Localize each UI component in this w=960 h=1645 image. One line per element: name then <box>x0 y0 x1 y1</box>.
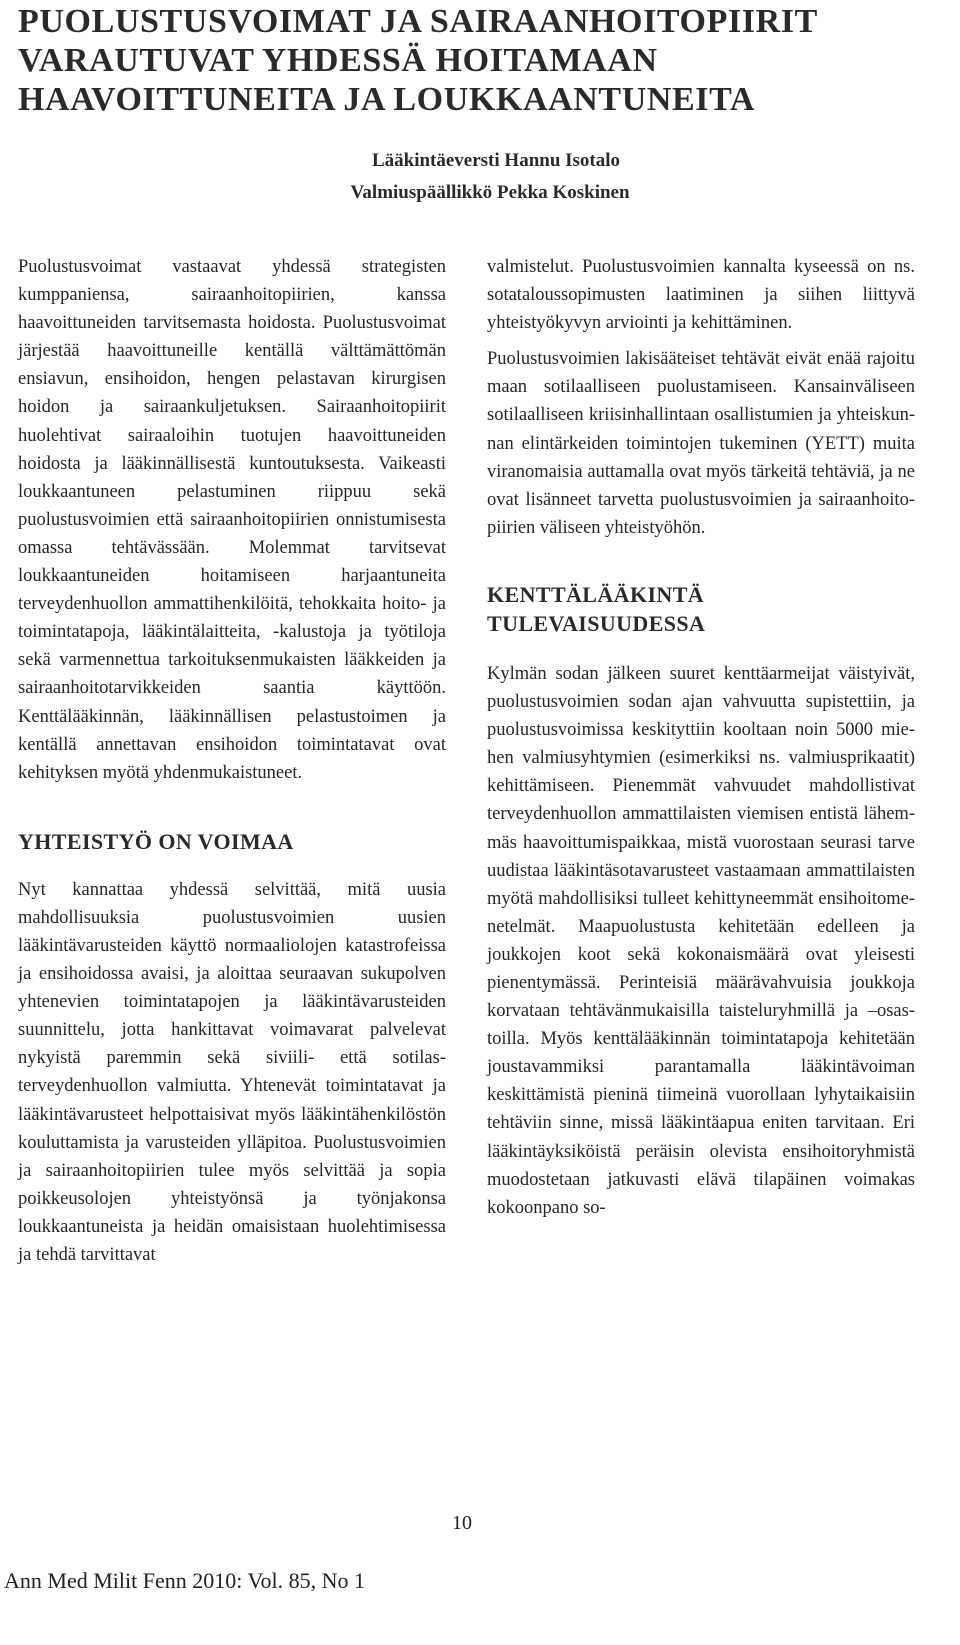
right-paragraph-1: valmistelut. Puolustusvoimien kannalta kyseessä on ns. sotataloussopimusten laatiminen ja siihen liittyvä yhteistyökyvyn arviointi ja kehittäminen. <box>487 257 915 334</box>
intro-paragraph: Puolustusvoimat vastaavat yhdessä strategisten kumppaniensa, sairaanhoitopiirien, kanssa haavoittuneiden tarvitsemasta hoidosta. Puolustusvoimat järjestää haavoittuneille kentällä välttämättömän ensiavun, ensihoidon, hengen pelastavan kirurgisen hoidon ja sairaankuljetuksen. Sairaanhoitopiirit huolehtivat sairaaloihin tuotujen haavoittuneiden hoidosta ja lääkinnällisestä kuntoutuksesta. Vaikeasti loukkaantuneen pelastuminen riippuu sekä puolustusvoimien että sairaanhoitopiirien onnistumisesta omassa tehtävässään. Molemmat tarvitsevat loukkaantuneiden hoitamiseen harjaantuneita terveydenhuollon ammattihenkilöitä, tehokkaita hoito- ja toimintatapoja, lääkintälaitteita, -kalustoja ja työtiloja sekä varmennettua tarkoituksenmukaisten lääkkeiden ja sairaanhoitotarvikkeiden saantia käyttöön. Kenttälääkinnän, lääkinnällisen pelastustoimen ja kentällä annettavan ensihoidon toimintatavat ovat kehityksen myötä yhdenmukaistuneet. <box>18 257 446 783</box>
cooperation-paragraph: Nyt kannattaa yhdessä selvittää, mitä uusia mahdollisuuksia puolustusvoimien uusien lääkintävarusteiden käyttö normaaliolojen katastrofeissa ja ensihoidossa avaisi, ja aloittaa seuraavan sukupolven yhtenevien toimintatapojen ja lääkintävarusteiden suunnittelu, jotta hankittavat voimavarat palvelevat nykyistä paremmin sekä siviili- että sotilasterveydenhuollon valmiutta. Yhtenevät toimintatavat ja lääkintävarusteet helpottaisivat myös lääkintähenkilöstön kouluttamista ja varusteiden ylläpitoa. Puolustusvoimien ja sairaanhoitopiirien tulee myös selvittää ja sopia poikkeusolojen yhteistyönsä ja työnjakonsa loukkaantuneista ja heidän omaisistaan huolehtimisessa ja tehdä tarvittavat <box>18 879 446 1265</box>
article-title <box>18 2 948 119</box>
author-2: Valmiuspäällikkö Pekka Koskinen <box>350 182 630 203</box>
title-line-2: VARAUTUVAT YHDESSÄ HOITAMAAN <box>18 42 658 79</box>
heading-line-2: TULEVAISUUDESSA <box>487 610 706 636</box>
section-heading-cooperation: YHTEISTYÖ ON VOIMAA <box>18 828 294 854</box>
right-paragraph-2: Puolustusvoimien lakisääteiset tehtävät eivät enää rajoitu maan sotilaalliseen puolustamiseen. Kansainväliseen sotilaalliseen kriisinhallintaan osallistumien ja yhteiskunnan elintärkeiden toimintojen tukeminen (YETT) muita viranomaisia auttamalla ovat myös tärkeitä tehtäviä, ja ne ovat lisänneet tarvetta puolustusvoimien ja sairaanhoitopiirien väliseen yhteistyöhön. <box>487 349 915 538</box>
section-heading-future <box>487 580 915 638</box>
journal-footer: Ann Med Milit Fenn 2010: Vol. 85, No 1 <box>4 1568 365 1593</box>
page-number: 10 <box>452 1512 472 1534</box>
right-column <box>487 253 915 1222</box>
right-paragraph-3: Kylmän sodan jälkeen suuret kenttäarmeijat väistyivät, puolustusvoimien sodan ajan vahvuutta supistettiin, ja puolustusvoimissa keskityttiin kooltaan noin 5000 miehen valmiusyhtymien (esimerkiksi ns. valmiusprikaatit) kehittämiseen. Pienemmät vahvuudet mahdollistivat terveydenhuollon ammattilaisten viemisen entistä lähemmäs haavoittumispaikkaa, mistä vuorostaan seurasi tarve uudistaa lääkintäsotavarusteet vastaamaan ammattilaisten myötä mahdollisiksi tulleet kehittyneemmät ensihoitomenetelmät. Maapuolustusta kehitetään edelleen ja joukkojen koot sekä kokonaismäärä ovat yleisesti pienentymässä. Perinteisiä määrävahvuisia joukkoja korvataan tehtävänmukaisilla taisteluryhmillä ja –osastoilla. Myös kenttälääkinnän toimintatapoja kehitetään joustavammiksi parantamalla lääkintävoiman keskittämistä pieninä tiimeinä vuorollaan lyhytaikaisiin tehtäviin sinne, missä lääkintäapua eniten tarvitaan. Eri lääkintäyksiköistä peräisin olevista ensihoitoryhmistä muodostetaan jatkuvasti elävä tilapäinen voimakas kokoonpano so- <box>487 663 915 1218</box>
left-column <box>18 253 446 1269</box>
title-line-3: HAAVOITTUNEITA JA LOUKKAANTUNEITA <box>18 81 756 118</box>
title-line-1: PUOLUSTUSVOIMAT JA SAIRAANHOITOPIIRIT <box>18 3 818 40</box>
heading-line-1: KENTTÄLÄÄKINTÄ <box>487 581 705 607</box>
author-1: Lääkintäeversti Hannu Isotalo <box>371 150 621 171</box>
